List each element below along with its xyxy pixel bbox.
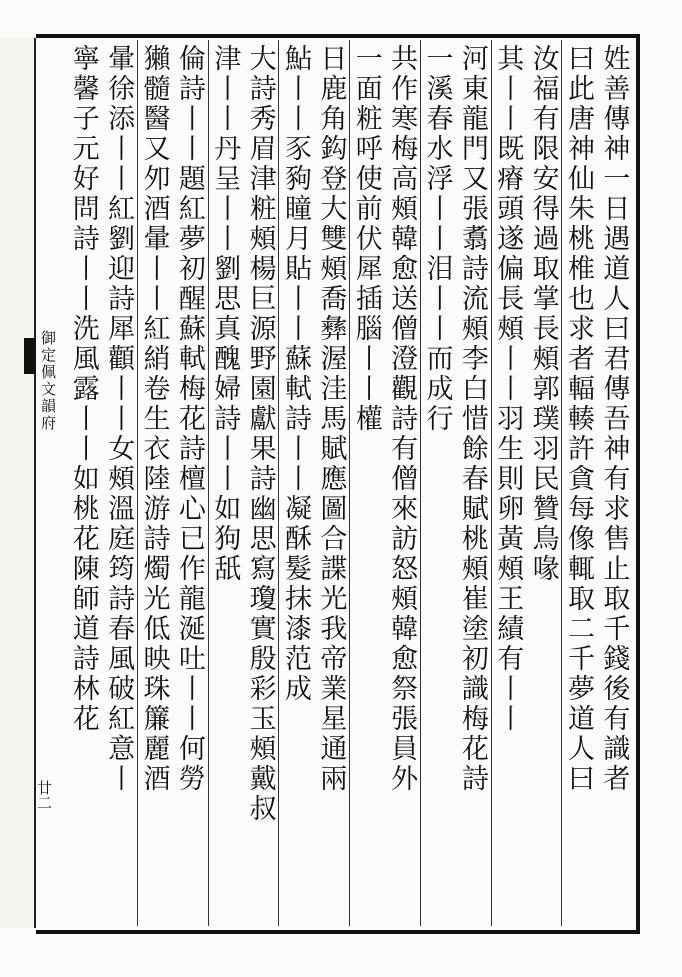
column-rule: [420, 40, 421, 926]
previous-leaf-edge: [0, 38, 36, 928]
text-column: 其丨丨既瘠頭遂偏長頰丨丨羽生則卵黃頰王績有丨丨: [492, 44, 524, 734]
text-column: 姓善傳神一日遇道人曰君傳吾神有求售止取千錢後有識者: [598, 44, 630, 794]
column-rule: [208, 40, 209, 926]
text-column: 汝福有限安得過取掌長頰郭璞羽民贊鳥喙: [527, 44, 559, 584]
text-column: 日鹿角鈎登大雙頰喬彝渥洼馬賦應圖合諜光我帝業星通兩: [315, 44, 347, 794]
text-column: 暈徐添丨丨紅劉迎詩犀顴丨丨女頰溫庭筠詩春風破紅意丨: [103, 44, 135, 794]
column-rule: [349, 40, 350, 926]
text-column: 一面粧呼使前伏犀插腦丨丨權: [350, 44, 382, 434]
fish-tail-mark: [24, 338, 36, 374]
text-column: 津丨丨丹呈丨丨劉思真醜婦詩丨丨如狗舐: [209, 44, 241, 584]
margin-book-title: 御定佩文韻府: [39, 330, 57, 432]
text-column: 鮎丨丨豕豞瞳月貼丨丨蘇軾詩丨丨凝酥髮抹漆范成: [279, 44, 311, 704]
column-rule: [561, 40, 562, 926]
text-column: 大詩秀眉津粧頰楊巨源野園獻果詩幽思寫瓊實殷彩玉頰戴叔: [244, 44, 276, 824]
column-rule: [137, 40, 138, 926]
text-column: 寧馨子元好問詩丨丨洗風露丨丨如桃花陳師道詩林花: [67, 44, 99, 734]
text-column: 獺髓醫又夘酒暈丨丨紅綃卷生衣陸游詩燭光低映珠簾麗酒: [138, 44, 170, 794]
text-column: 一溪春水浮丨丨泪丨丨而成行: [421, 44, 453, 434]
column-rule: [278, 40, 279, 926]
leaf-number: 廿二: [35, 780, 53, 810]
text-column: 共作寒梅高頰韓愈送僧澄觀詩有僧來訪怒頰韓愈祭張員外: [386, 44, 418, 794]
text-column: 曰此唐神仙朱桃椎也求者輻輳許貪每像輒取二千夢道人曰: [562, 44, 594, 794]
text-column: 河東龍門又張翥詩流頰李白惜餘春賦桃頰崔塗初識梅花詩: [456, 44, 488, 794]
column-rule: [491, 40, 492, 926]
text-column: 倫詩丨丨題紅夢初醒蘇軾梅花詩檀心已作龍涎吐丨丨何勞: [173, 44, 205, 794]
